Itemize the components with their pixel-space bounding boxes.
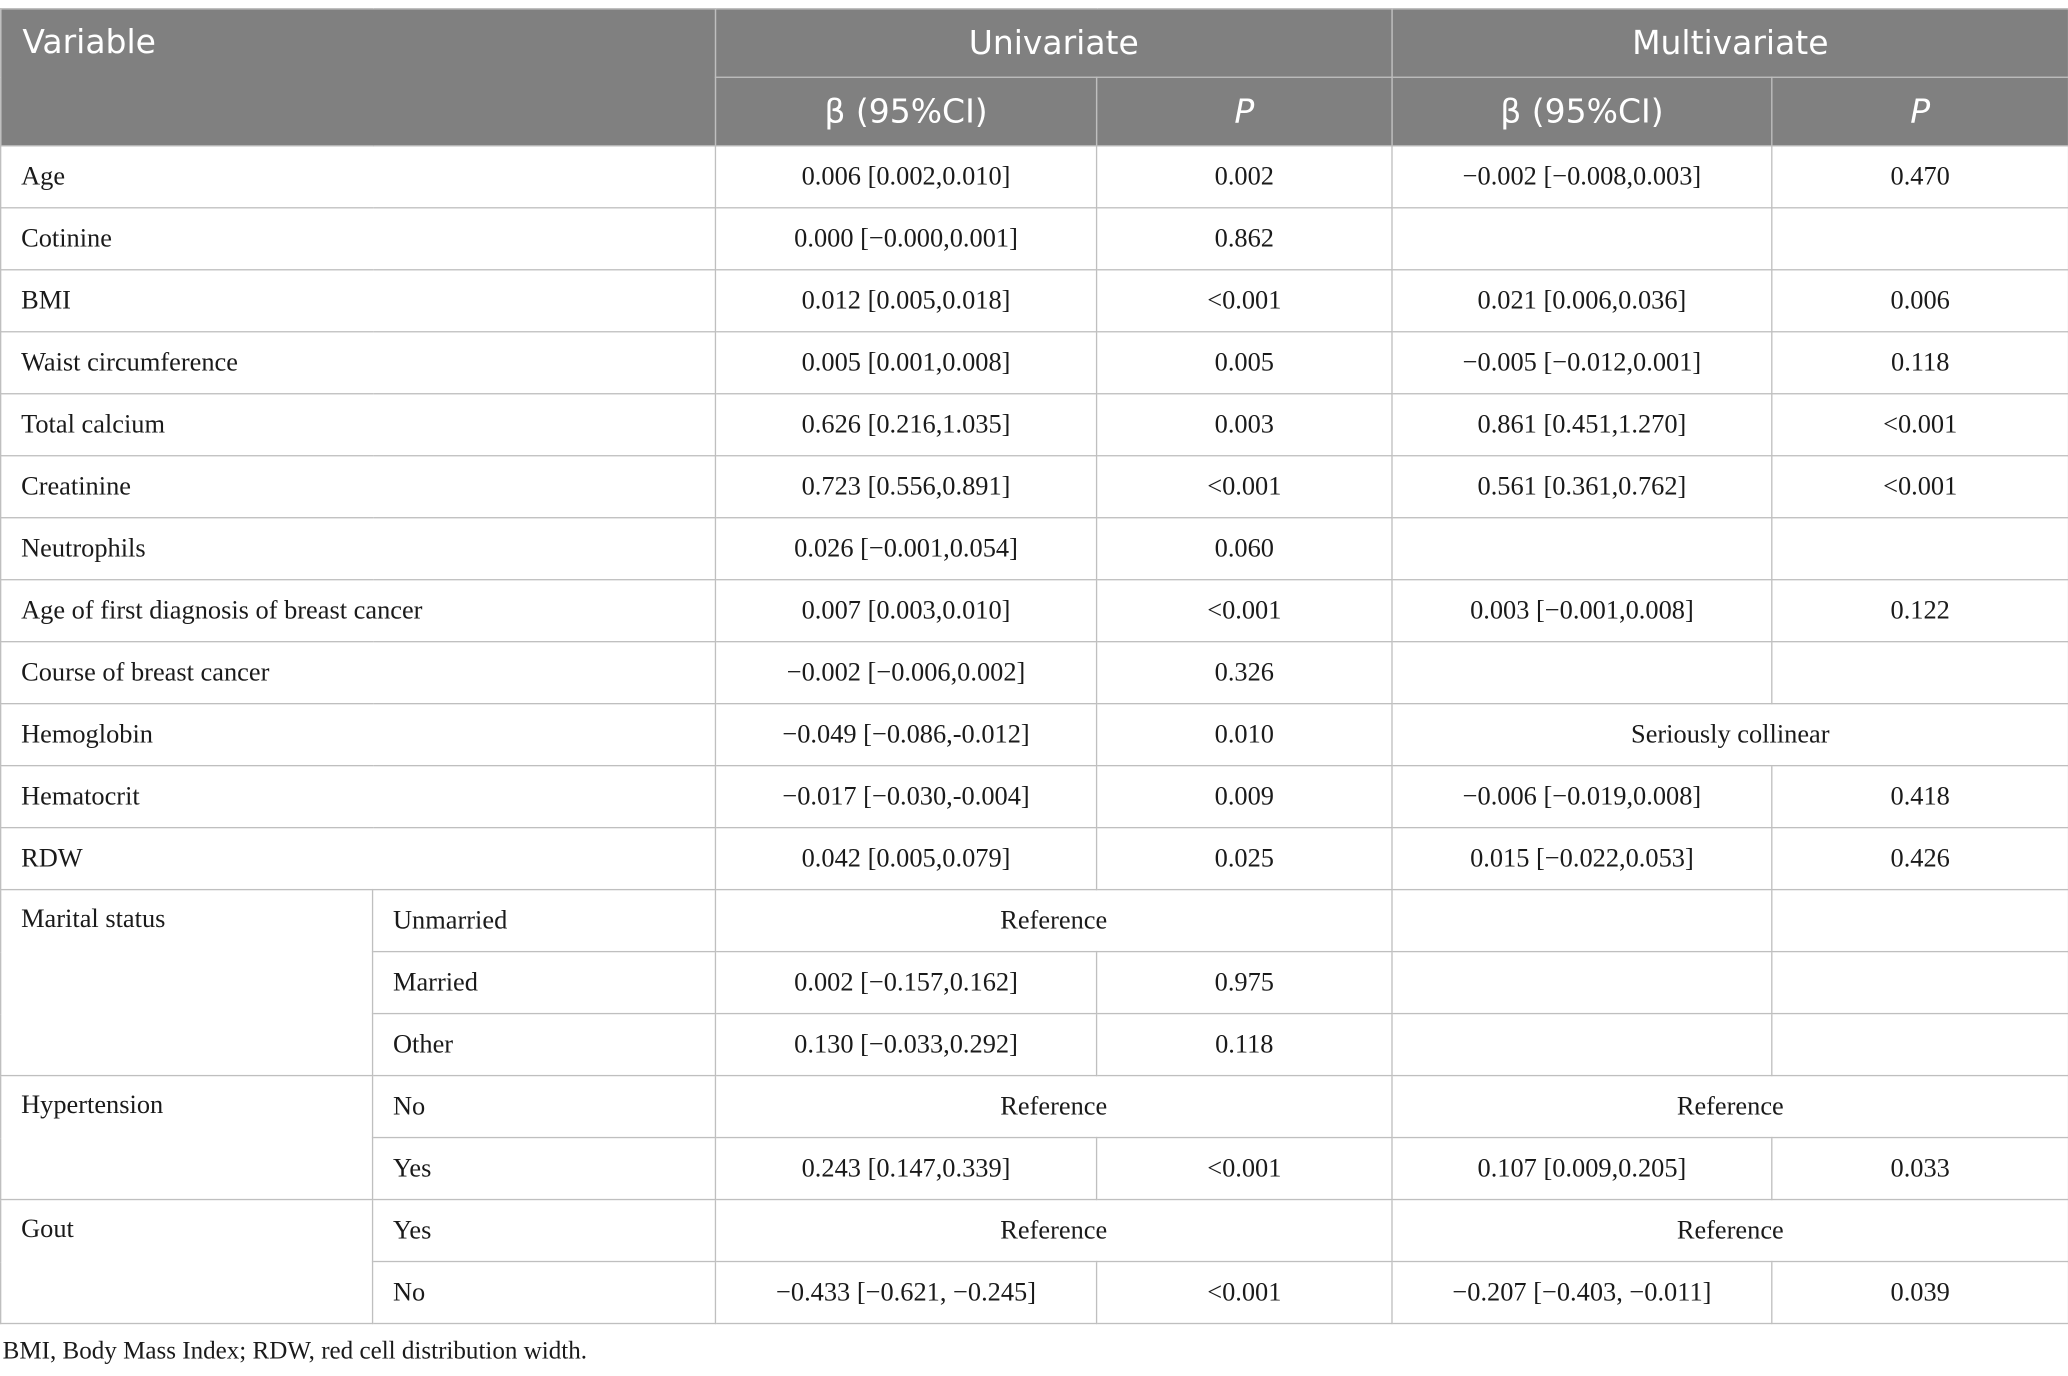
univariate-beta: −0.002 [−0.006,0.002] bbox=[715, 642, 1096, 704]
table-row-rdw bbox=[1, 828, 2068, 890]
multivariate-p: <0.001 bbox=[1772, 394, 2068, 456]
multivariate-beta: 0.561 [0.361,0.762] bbox=[1392, 456, 1772, 518]
univariate-p: 0.005 bbox=[1097, 332, 1392, 394]
univariate-beta: 0.626 [0.216,1.035] bbox=[715, 394, 1096, 456]
multivariate-p bbox=[1772, 890, 2068, 952]
table-row-hematocrit bbox=[1, 766, 2068, 828]
table-row-neutrophils bbox=[1, 518, 2068, 580]
univariate-p: <0.001 bbox=[1097, 270, 1392, 332]
header-univariate-p bbox=[1097, 77, 1392, 146]
univariate-beta: −0.017 [−0.030,-0.004] bbox=[715, 766, 1096, 828]
multivariate-beta: −0.005 [−0.012,0.001] bbox=[1392, 332, 1772, 394]
univariate-p: <0.001 bbox=[1097, 1262, 1392, 1324]
multivariate-beta: 0.021 [0.006,0.036] bbox=[1392, 270, 1772, 332]
row-variable: Hemoglobin bbox=[1, 704, 716, 766]
univariate-p: 0.118 bbox=[1097, 1014, 1392, 1076]
group-level: No bbox=[373, 1262, 716, 1324]
multivariate-p bbox=[1772, 208, 2068, 270]
table-row-waist bbox=[1, 332, 2068, 394]
table-footnote: BMI, Body Mass Index; RDW, red cell distribution width. bbox=[2, 1337, 588, 1366]
univariate-beta: 0.012 [0.005,0.018] bbox=[715, 270, 1096, 332]
table-row-calcium bbox=[1, 394, 2068, 456]
group-level: Yes bbox=[373, 1200, 716, 1262]
univariate-p: 0.326 bbox=[1097, 642, 1392, 704]
multivariate-beta bbox=[1392, 890, 1772, 952]
header-row-1 bbox=[1, 9, 2068, 78]
header-variable: Variable bbox=[1, 9, 716, 146]
univariate-merged: Reference bbox=[715, 1200, 1392, 1262]
multivariate-p bbox=[1772, 1014, 2068, 1076]
univariate-p: 0.862 bbox=[1097, 208, 1392, 270]
header-multivariate: Multivariate bbox=[1392, 9, 2068, 78]
univariate-beta: 0.005 [0.001,0.008] bbox=[715, 332, 1096, 394]
univariate-p: 0.009 bbox=[1097, 766, 1392, 828]
univariate-merged: Reference bbox=[715, 1076, 1392, 1138]
univariate-p: <0.001 bbox=[1097, 580, 1392, 642]
univariate-p: <0.001 bbox=[1097, 1138, 1392, 1200]
table-row-gout-yes bbox=[1, 1200, 2068, 1262]
univariate-beta: 0.723 [0.556,0.891] bbox=[715, 456, 1096, 518]
header-multivariate-p-text: P bbox=[1910, 92, 1931, 131]
multivariate-beta bbox=[1392, 208, 1772, 270]
univariate-beta: −0.433 [−0.621, −0.245] bbox=[715, 1262, 1096, 1324]
multivariate-beta: 0.003 [−0.001,0.008] bbox=[1392, 580, 1772, 642]
group-level: Other bbox=[373, 1014, 716, 1076]
univariate-beta: 0.042 [0.005,0.079] bbox=[715, 828, 1096, 890]
multivariate-merged: Reference bbox=[1392, 1200, 2068, 1262]
table-row-hemoglobin bbox=[1, 704, 2068, 766]
group-level: Unmarried bbox=[373, 890, 716, 952]
group-variable: Gout bbox=[1, 1200, 373, 1324]
table-row-bmi bbox=[1, 270, 2068, 332]
multivariate-beta bbox=[1392, 952, 1772, 1014]
row-variable: RDW bbox=[1, 828, 716, 890]
table-row-cotinine bbox=[1, 208, 2068, 270]
univariate-beta: 0.006 [0.002,0.010] bbox=[715, 146, 1096, 208]
table-row-age bbox=[1, 146, 2068, 208]
multivariate-p bbox=[1772, 952, 2068, 1014]
multivariate-beta: −0.207 [−0.403, −0.011] bbox=[1392, 1262, 1772, 1324]
header-multivariate-p bbox=[1772, 77, 2068, 146]
row-variable: Age of first diagnosis of breast cancer bbox=[1, 580, 716, 642]
multivariate-beta: −0.006 [−0.019,0.008] bbox=[1392, 766, 1772, 828]
regression-table bbox=[0, 8, 2068, 1324]
header-univariate: Univariate bbox=[715, 9, 1392, 78]
univariate-p: 0.002 bbox=[1097, 146, 1392, 208]
univariate-beta: 0.002 [−0.157,0.162] bbox=[715, 952, 1096, 1014]
multivariate-p: <0.001 bbox=[1772, 456, 2068, 518]
table-row-hypertension-no bbox=[1, 1076, 2068, 1138]
table-row-course bbox=[1, 642, 2068, 704]
row-variable: Waist circumference bbox=[1, 332, 716, 394]
regression-table-figure bbox=[0, 8, 2068, 1376]
multivariate-beta: 0.107 [0.009,0.205] bbox=[1392, 1138, 1772, 1200]
group-level: Yes bbox=[373, 1138, 716, 1200]
univariate-beta: 0.026 [−0.001,0.054] bbox=[715, 518, 1096, 580]
group-level: No bbox=[373, 1076, 716, 1138]
univariate-beta: 0.000 [−0.000,0.001] bbox=[715, 208, 1096, 270]
univariate-p: 0.060 bbox=[1097, 518, 1392, 580]
multivariate-p: 0.033 bbox=[1772, 1138, 2068, 1200]
multivariate-p bbox=[1772, 518, 2068, 580]
multivariate-beta: 0.861 [0.451,1.270] bbox=[1392, 394, 1772, 456]
multivariate-p: 0.118 bbox=[1772, 332, 2068, 394]
multivariate-merged: Seriously collinear bbox=[1392, 704, 2068, 766]
univariate-beta: 0.243 [0.147,0.339] bbox=[715, 1138, 1096, 1200]
header-multivariate-beta: β (95%CI) bbox=[1392, 77, 1772, 146]
univariate-p: 0.975 bbox=[1097, 952, 1392, 1014]
row-variable: Creatinine bbox=[1, 456, 716, 518]
multivariate-p: 0.418 bbox=[1772, 766, 2068, 828]
multivariate-beta: 0.015 [−0.022,0.053] bbox=[1392, 828, 1772, 890]
multivariate-beta bbox=[1392, 642, 1772, 704]
univariate-p: <0.001 bbox=[1097, 456, 1392, 518]
multivariate-merged: Reference bbox=[1392, 1076, 2068, 1138]
multivariate-p: 0.039 bbox=[1772, 1262, 2068, 1324]
table-row-age-first-diagnosis bbox=[1, 580, 2068, 642]
row-variable: Total calcium bbox=[1, 394, 716, 456]
group-variable: Marital status bbox=[1, 890, 373, 1076]
multivariate-beta: −0.002 [−0.008,0.003] bbox=[1392, 146, 1772, 208]
multivariate-p: 0.122 bbox=[1772, 580, 2068, 642]
univariate-merged: Reference bbox=[715, 890, 1392, 952]
header-univariate-beta: β (95%CI) bbox=[715, 77, 1096, 146]
univariate-beta: 0.007 [0.003,0.010] bbox=[715, 580, 1096, 642]
row-variable: Course of breast cancer bbox=[1, 642, 716, 704]
row-variable: BMI bbox=[1, 270, 716, 332]
group-level: Married bbox=[373, 952, 716, 1014]
table-row-marital-unmarried bbox=[1, 890, 2068, 952]
multivariate-p: 0.006 bbox=[1772, 270, 2068, 332]
univariate-beta: 0.130 [−0.033,0.292] bbox=[715, 1014, 1096, 1076]
multivariate-beta bbox=[1392, 518, 1772, 580]
group-variable: Hypertension bbox=[1, 1076, 373, 1200]
multivariate-p: 0.470 bbox=[1772, 146, 2068, 208]
univariate-p: 0.003 bbox=[1097, 394, 1392, 456]
univariate-p: 0.025 bbox=[1097, 828, 1392, 890]
row-variable: Age bbox=[1, 146, 716, 208]
row-variable: Cotinine bbox=[1, 208, 716, 270]
table-row-creatinine bbox=[1, 456, 2068, 518]
row-variable: Neutrophils bbox=[1, 518, 716, 580]
univariate-p: 0.010 bbox=[1097, 704, 1392, 766]
univariate-beta: −0.049 [−0.086,-0.012] bbox=[715, 704, 1096, 766]
row-variable: Hematocrit bbox=[1, 766, 716, 828]
multivariate-p: 0.426 bbox=[1772, 828, 2068, 890]
multivariate-beta bbox=[1392, 1014, 1772, 1076]
multivariate-p bbox=[1772, 642, 2068, 704]
header-univariate-p-text: P bbox=[1234, 92, 1255, 131]
